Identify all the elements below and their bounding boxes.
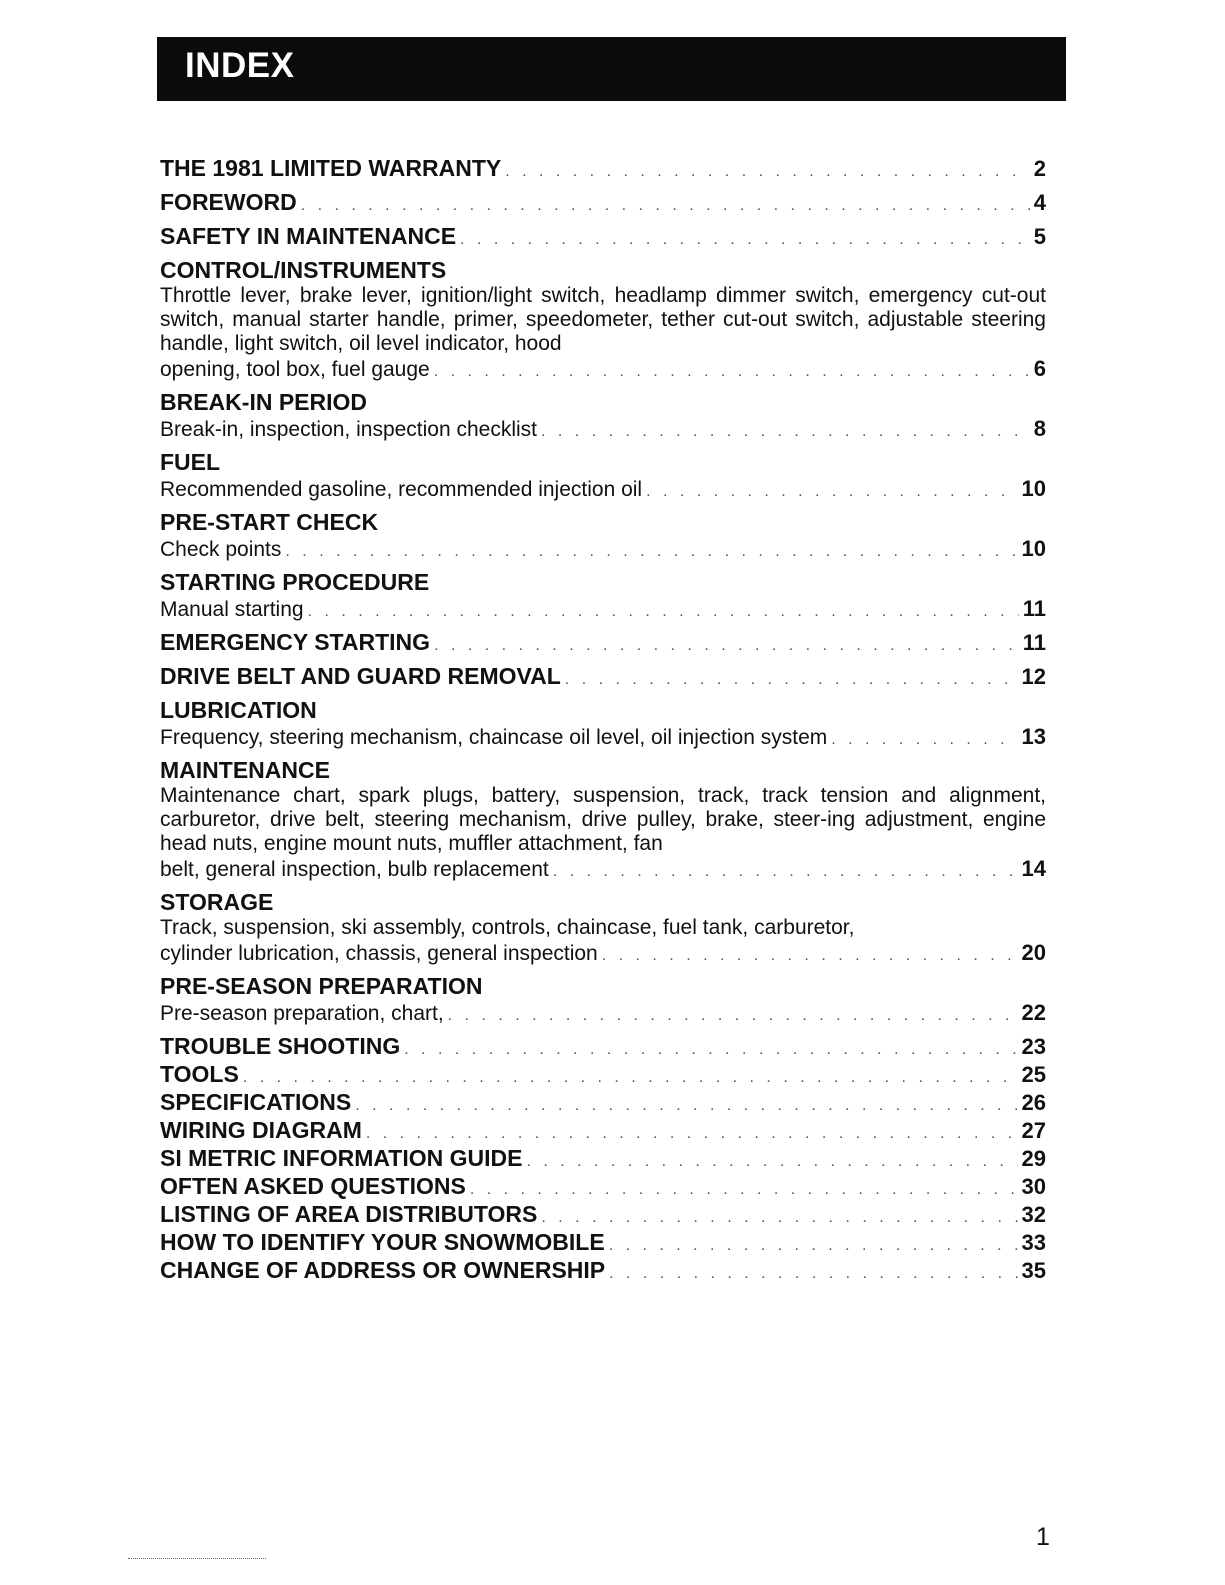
toc-page: 8 [1033, 416, 1046, 441]
dot-leader [831, 731, 1017, 749]
toc-entry [160, 756, 1046, 882]
toc-entry [160, 388, 1046, 442]
toc-heading: WIRING DIAGRAM [160, 1117, 362, 1143]
toc-description-last: Manual starting [160, 598, 304, 621]
toc-page: 11 [1022, 596, 1046, 621]
toc-page: 4 [1033, 190, 1046, 215]
toc-page: 23 [1021, 1034, 1046, 1059]
toc-entry [160, 888, 1046, 966]
toc-heading: TOOLS [160, 1061, 239, 1087]
toc-entry [160, 1060, 1046, 1088]
toc-heading: BREAK-IN PERIOD [160, 389, 368, 415]
toc-heading: TROUBLE SHOOTING [160, 1033, 401, 1059]
dot-leader [505, 163, 1030, 181]
toc-entry [160, 696, 1046, 750]
toc-heading: STARTING PROCEDURE [160, 569, 430, 595]
dot-leader [434, 363, 1030, 381]
toc-description-last: Frequency, steering mechanism, chaincase oil level, oil injection system [160, 726, 828, 749]
dot-leader [448, 1007, 1018, 1025]
toc-heading: OFTEN ASKED QUESTIONS [160, 1173, 466, 1199]
table-of-contents [160, 154, 1046, 1284]
dot-leader [609, 1265, 1017, 1283]
toc-entry [160, 1256, 1046, 1284]
toc-entry [160, 1116, 1046, 1144]
toc-heading: CONTROL/INSTRUMENTS [160, 257, 447, 283]
toc-entry [160, 1144, 1046, 1172]
toc-heading: STORAGE [160, 889, 274, 915]
toc-page: 10 [1021, 536, 1046, 561]
toc-heading: LUBRICATION [160, 697, 317, 723]
toc-page: 6 [1033, 356, 1046, 381]
dot-leader [434, 637, 1019, 655]
toc-page: 2 [1033, 156, 1046, 181]
dot-leader [470, 1181, 1018, 1199]
dot-leader [301, 197, 1030, 215]
toc-page: 13 [1021, 724, 1046, 749]
toc-description-last: Check points [160, 538, 282, 561]
toc-page: 10 [1021, 476, 1046, 501]
toc-entry [160, 1172, 1046, 1200]
toc-page: 22 [1021, 1000, 1046, 1025]
toc-heading: PRE-START CHECK [160, 509, 379, 535]
toc-page: 32 [1021, 1202, 1046, 1227]
toc-entry [160, 1200, 1046, 1228]
toc-heading: SAFETY IN MAINTENANCE [160, 223, 457, 249]
toc-entry [160, 1228, 1046, 1256]
toc-page: 33 [1021, 1230, 1046, 1255]
toc-entry [160, 508, 1046, 562]
dot-leader [541, 423, 1030, 441]
page-title: INDEX [185, 46, 295, 85]
toc-entry [160, 188, 1046, 216]
toc-page: 20 [1021, 940, 1046, 965]
dot-leader [646, 483, 1017, 501]
toc-entry [160, 448, 1046, 502]
toc-description-last: Break-in, inspection, inspection checklist [160, 418, 538, 441]
toc-page: 26 [1021, 1090, 1046, 1115]
toc-entry [160, 1032, 1046, 1060]
toc-description-last: belt, general inspection, bulb replacement [160, 858, 549, 881]
toc-description-last: Recommended gasoline, recommended injection oil [160, 478, 643, 501]
dot-leader [565, 671, 1018, 689]
toc-page: 25 [1021, 1062, 1046, 1087]
index-banner [157, 37, 1066, 101]
toc-heading: MAINTENANCE [160, 757, 330, 783]
toc-description-last: opening, tool box, fuel gauge [160, 358, 430, 381]
toc-heading: DRIVE BELT AND GUARD REMOVAL [160, 663, 561, 689]
dot-leader [526, 1153, 1017, 1171]
toc-page: 14 [1021, 856, 1046, 881]
toc-description: Maintenance chart, spark plugs, battery, suspension, track, track tension and alignment, carburetor, drive belt, steering mechanism, drive pulley, brake, steer-ing adjustment, engine head nuts, engine mount nuts, muffler attachment, fan [160, 784, 1046, 855]
toc-heading: SPECIFICATIONS [160, 1089, 352, 1115]
toc-description: Track, suspension, ski assembly, controls, chaincase, fuel tank, carburetor, [160, 916, 855, 939]
toc-description-last: cylinder lubrication, chassis, general inspection [160, 942, 598, 965]
toc-entry [160, 568, 1046, 622]
toc-heading: HOW TO IDENTIFY YOUR SNOWMOBILE [160, 1229, 605, 1255]
toc-page: 12 [1021, 664, 1046, 689]
toc-entry [160, 628, 1046, 656]
dot-leader [609, 1237, 1018, 1255]
dot-leader [285, 543, 1017, 561]
toc-page: 30 [1021, 1174, 1046, 1199]
dot-leader [308, 603, 1019, 621]
toc-heading: FUEL [160, 449, 221, 475]
dot-leader [553, 863, 1018, 881]
dot-leader [355, 1097, 1017, 1115]
toc-heading: FOREWORD [160, 189, 297, 215]
toc-entry [160, 1088, 1046, 1116]
dot-leader [460, 231, 1030, 249]
dot-leader [366, 1125, 1018, 1143]
toc-entry [160, 662, 1046, 690]
toc-heading: CHANGE OF ADDRESS OR OWNERSHIP [160, 1257, 606, 1283]
toc-entry [160, 154, 1046, 182]
toc-heading: SI METRIC INFORMATION GUIDE [160, 1145, 523, 1171]
toc-heading: THE 1981 LIMITED WARRANTY [160, 155, 502, 181]
toc-page: 11 [1022, 630, 1046, 655]
toc-heading: EMERGENCY STARTING [160, 629, 431, 655]
toc-entry [160, 256, 1046, 382]
toc-description-last: Pre-season preparation, chart, [160, 1002, 444, 1025]
toc-description: Throttle lever, brake lever, ignition/light switch, headlamp dimmer switch, emergency cut-out switch, manual starter handle, primer, speedometer, tether cut-out switch, adjustable steering handle, light switch, oil level indicator, hood [160, 284, 1046, 355]
toc-heading: PRE-SEASON PREPARATION [160, 973, 483, 999]
dot-leader [243, 1069, 1018, 1087]
dot-leader [602, 947, 1018, 965]
footer-rule [128, 1558, 266, 1559]
toc-page: 5 [1033, 224, 1046, 249]
toc-entry [160, 222, 1046, 250]
page-number: 1 [1036, 1523, 1050, 1551]
dot-leader [541, 1209, 1017, 1227]
toc-page: 35 [1021, 1258, 1046, 1283]
toc-page: 29 [1021, 1146, 1046, 1171]
toc-heading: LISTING OF AREA DISTRIBUTORS [160, 1201, 538, 1227]
toc-entry [160, 972, 1046, 1026]
toc-page: 27 [1021, 1118, 1046, 1143]
dot-leader [404, 1041, 1017, 1059]
